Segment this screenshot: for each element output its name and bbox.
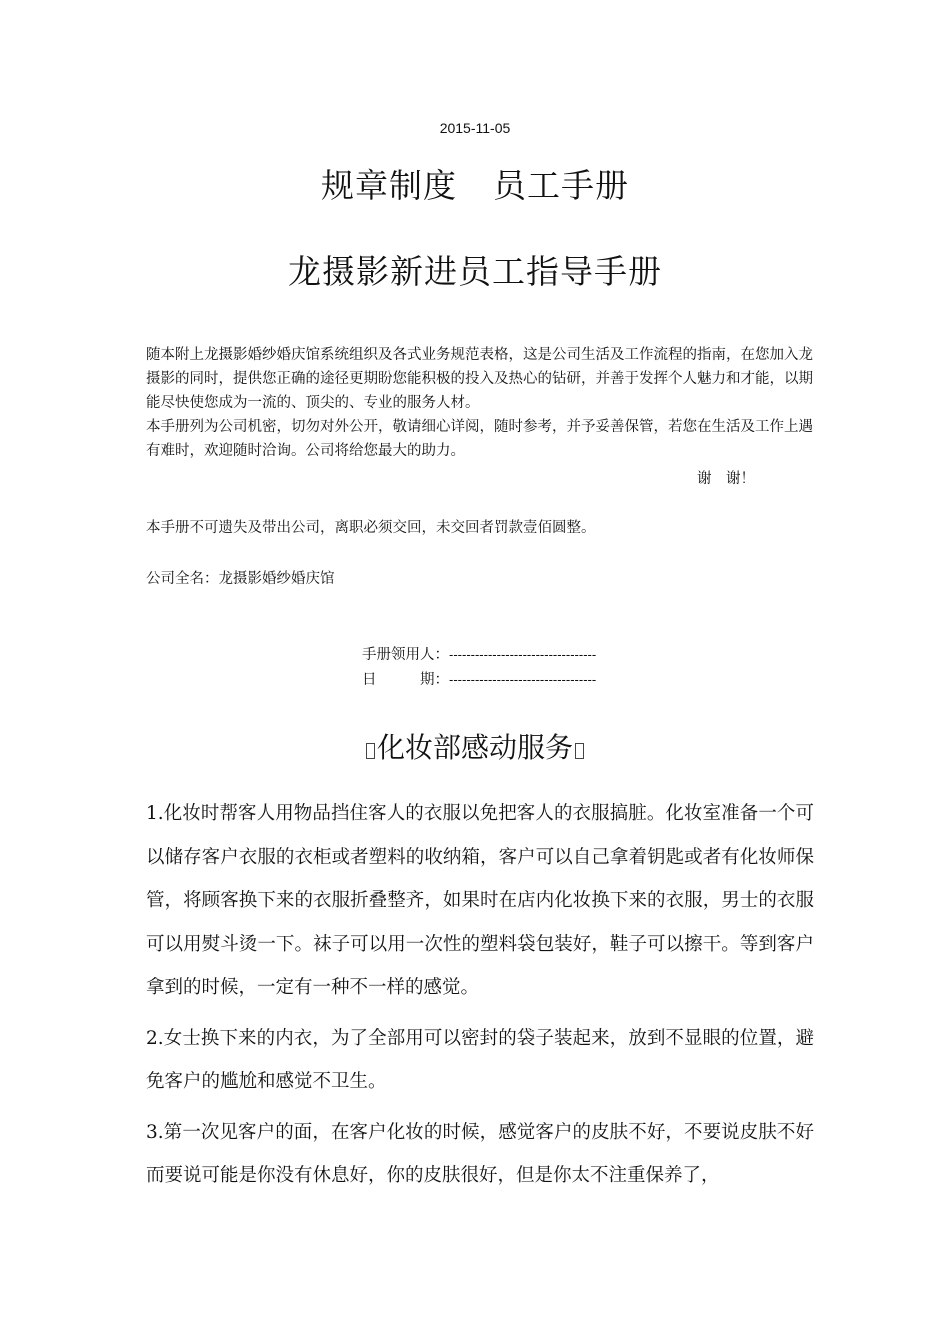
notice-text: 本手册不可遗失及带出公司，离职必须交回，未交回者罚款壹佰圆整。 bbox=[146, 520, 596, 536]
page-title bbox=[0, 160, 950, 207]
page-subtitle: 龙摄影新进员工指导手册 bbox=[288, 252, 662, 291]
section-heading bbox=[0, 726, 950, 766]
list-item-2: 2.女士换下来的内衣，为了全部用可以密封的袋子装起来，放到不显眼的位置，避免客户的尴尬和感觉不卫生。 bbox=[146, 1027, 814, 1092]
thanks-text: 谢 谢！ bbox=[697, 471, 755, 487]
receiver-label: 手册领用人： bbox=[362, 647, 449, 663]
company-name: 公司全名：龙摄影婚纱婚庆馆 bbox=[146, 571, 335, 587]
document-date: 2015-11-05 bbox=[439, 120, 511, 136]
placeholder-glyph-icon bbox=[366, 743, 375, 759]
section-body bbox=[146, 792, 814, 1205]
section-title: 化妆部感动服务 bbox=[376, 731, 573, 764]
list-item-1: 1.化妆时帮客人用物品挡住客人的衣服以免把客人的衣服搞脏。化妆室准备一个可以储存客户衣服的衣柜或者塑料的收纳箱，客户可以自己拿着钥匙或者有化妆师保管，将顾客换下来的衣服折叠整齐，如果时在店内化妆换下来的衣服，男士的衣服可以用熨斗烫一下。袜子可以用一次性的塑料袋包装好，鞋子可以擦干。等到客户拿到的时候，一定有一种不一样的感觉。 bbox=[146, 803, 814, 998]
list-item-3: 3.第一次见客户的面，在客户化妆的时候，感觉客户的皮肤不好，不要说皮肤不好而要说可能是你没有休息好，你的皮肤很好，但是你太不注重保养了， bbox=[146, 1121, 814, 1186]
date-label: 日 期： bbox=[362, 672, 449, 688]
intro-block bbox=[146, 343, 816, 463]
receiver-row bbox=[362, 643, 596, 664]
intro-paragraph-2: 本手册列为公司机密，切勿对外公开，敬请细心详阅，随时参考，并予妥善保管，若您在生活及工作上遇有难时，欢迎随时洽询。公司将给您最大的助力。 bbox=[146, 419, 813, 459]
title-left: 规章制度 bbox=[321, 166, 457, 205]
date-line: ---------------------------------- bbox=[449, 672, 597, 687]
intro-paragraph-1: 随本附上龙摄影婚纱婚庆馆系统组织及各式业务规范表格，这是公司生活及工作流程的指南，在您加入龙摄影的同时，提供您正确的途径更期盼您能积极的投入及热心的钻研，并善于发挥个人魅力和才能，以期能尽快使您成为一流的、顶尖的、专业的服务人材。 bbox=[146, 347, 813, 411]
receiver-line: ---------------------------------- bbox=[449, 647, 597, 662]
date-row bbox=[362, 668, 596, 689]
title-right: 员工手册 bbox=[493, 166, 629, 205]
placeholder-glyph-icon bbox=[575, 743, 584, 759]
